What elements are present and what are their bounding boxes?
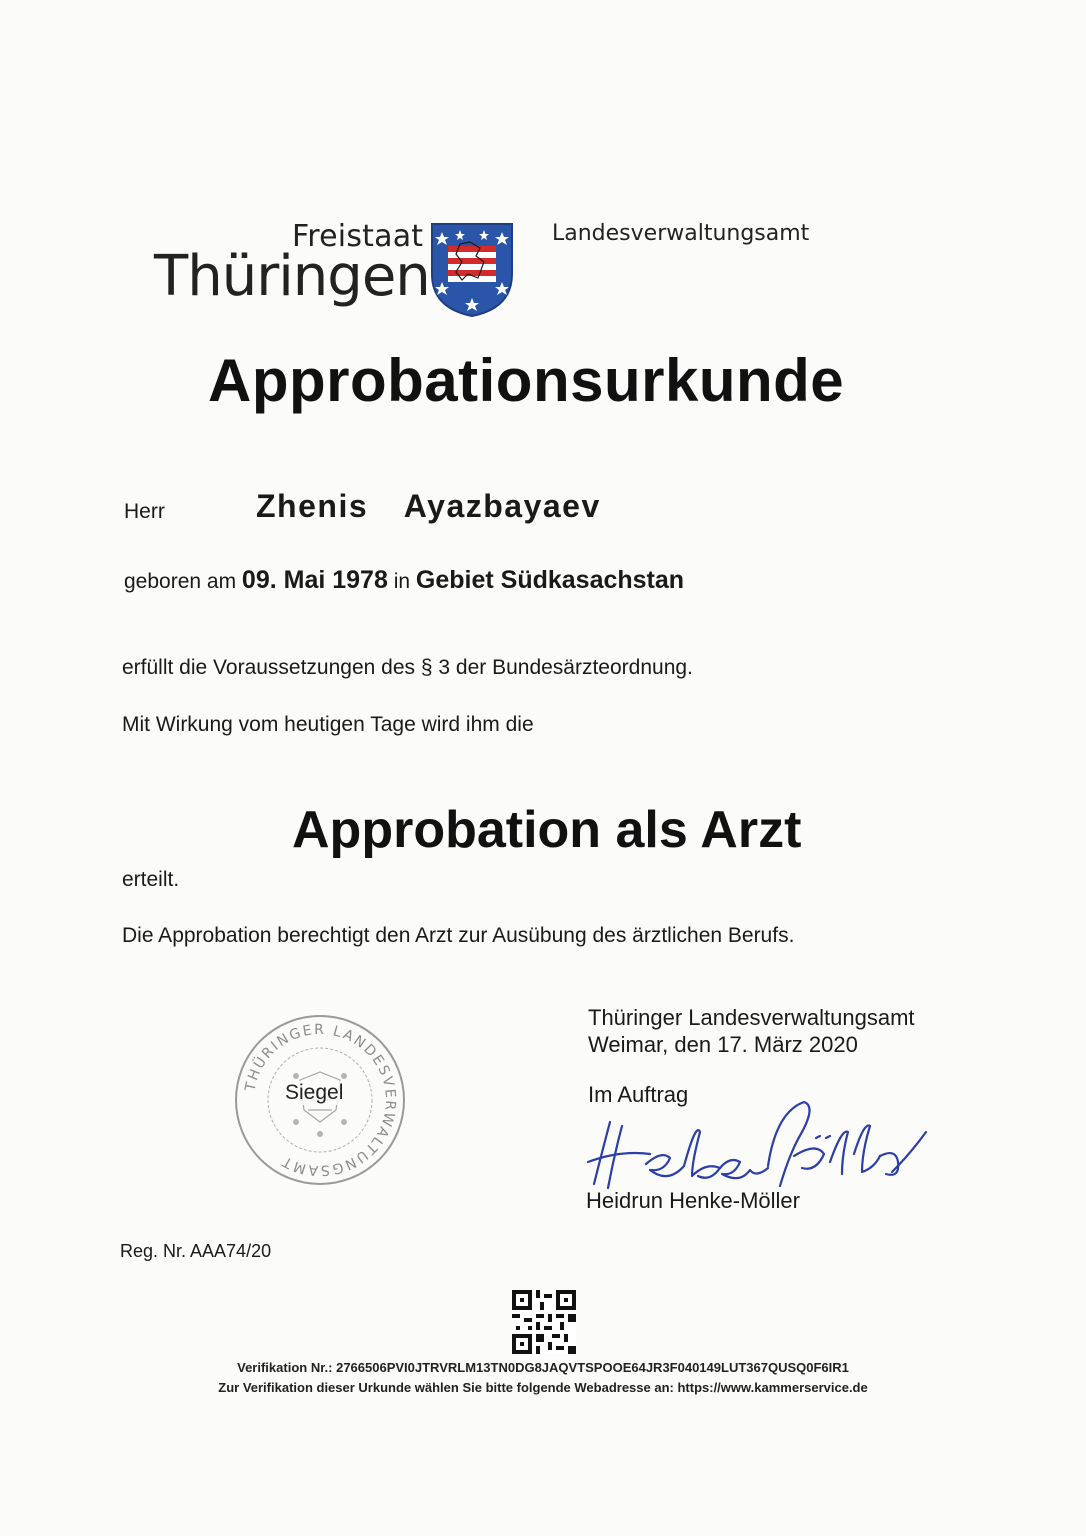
document-title: Approbationsurkunde — [208, 347, 845, 414]
verification-number: Verifikation Nr.: 2766506PVI0JTRVRLM13TN0DG8JAQVTSPOOE64JR3F040149LUT367QUSQ0F6IR1 — [237, 1360, 849, 1375]
order-label: Im Auftrag — [588, 1082, 689, 1107]
effect-line: Mit Wirkung vom heutigen Tage wird ihm die — [122, 713, 534, 736]
logo-freistaat: Freistaat — [292, 219, 424, 254]
registration-number: Reg. Nr. AAA74/20 — [120, 1241, 272, 1261]
birth-in: in — [393, 570, 411, 593]
seal-label: Siegel — [285, 1081, 344, 1104]
verification-hint: Zur Verifikation dieser Urkunde wählen Sie bitte folgende Webadresse an: https://www.kammerservice.de — [218, 1380, 868, 1395]
handwritten-signature — [580, 1092, 940, 1202]
qr-code-icon[interactable] — [512, 1290, 576, 1354]
requirements-line: erfüllt die Voraussetzungen des § 3 der Bundesärzteordnung. — [122, 656, 693, 679]
birth-line — [124, 566, 684, 595]
salutation: Herr — [124, 500, 165, 523]
coat-of-arms-icon — [430, 222, 514, 318]
granted-line: erteilt. — [122, 868, 180, 891]
birth-prefix: geboren am — [124, 570, 237, 593]
logo-thueringen: Thüringen — [154, 244, 430, 309]
signer-name: Heidrun Henke-Möller — [586, 1188, 800, 1213]
seal-ring-text: THÜRINGER LANDESVERWALTUNGSAMT — [242, 1021, 399, 1179]
birth-place: Gebiet Südkasachstan — [415, 566, 685, 594]
birth-date: 09. Mai 1978 — [241, 566, 388, 594]
authority-name: Thüringer Landesverwaltungsamt — [588, 1005, 915, 1030]
person-name: Zhenis Ayazbayaev — [256, 488, 601, 524]
authority-block — [588, 1004, 915, 1058]
grant-title: Approbation als Arzt — [292, 801, 802, 859]
place-date: Weimar, den 17. März 2020 — [588, 1032, 858, 1057]
office-name: Landesverwaltungsamt — [552, 221, 810, 246]
entitlement-line: Die Approbation berechtigt den Arzt zur Ausübung des ärztlichen Berufs. — [122, 924, 795, 947]
